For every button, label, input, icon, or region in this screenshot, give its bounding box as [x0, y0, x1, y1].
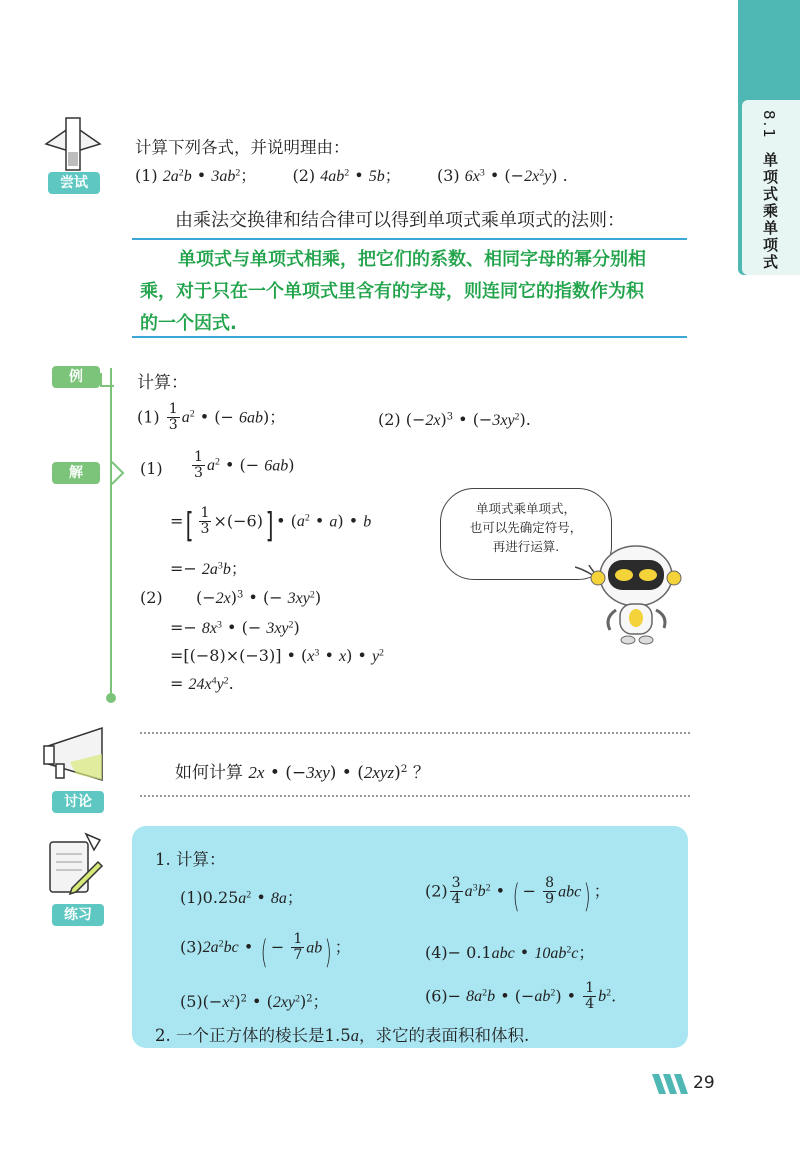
exercise-q2: 2. 一个正方体的棱长是1.5a，求它的表面积和体积.: [155, 1026, 530, 1045]
solution-2-step-3: =[(−8)×(−3)] • ($x^3$ • x) • $y^2$: [170, 646, 384, 665]
solution-1-step-1: $\frac{1}{3}$ $a^2$ • (− 6ab): [194, 449, 295, 482]
rule-line-3: 的一个因式.: [140, 313, 237, 334]
bubble-line-1: 单项式乘单项式，: [475, 501, 576, 516]
example-problem-1: (1) $\frac{1}{3}$ $a^2$ • (− 6ab)；: [137, 401, 286, 434]
example-title: 计算：: [137, 373, 188, 393]
example-tick: [100, 373, 114, 387]
exercise-q1-title: 1. 计算：: [155, 850, 226, 869]
bubble-line-3: 再进行运算.: [492, 539, 560, 554]
page-stripes-icon: [650, 1072, 690, 1096]
try-label: 尝试: [48, 172, 100, 194]
discussion-top-divider: [140, 732, 690, 734]
paper-plane-icon: [42, 112, 104, 176]
exercise-item-1: $(1)0.25a^2$ • 8a；: [180, 888, 303, 907]
solution-1-step-2: =[ $\frac{1}{3}$ ×(−6)] • ($a^2$ • a) • b: [170, 505, 372, 546]
example-label: 例: [52, 366, 100, 388]
section-title: 单项式乘单项式: [761, 152, 779, 271]
rule-line-1: 单项式与单项式相乘，把它们的系数、相同字母的幂分别相: [178, 249, 646, 270]
exercise-item-6: $(6)- 8a^2b$ • $(-ab^2)$ • $\frac{1}{4}$ $b^2$.: [425, 980, 617, 1013]
solution-arrow-icon: [110, 460, 126, 486]
example-rail: [110, 368, 112, 698]
solution-part-2-label: (2): [140, 588, 163, 607]
solution-part-1-label: (1): [140, 459, 163, 478]
bubble-line-2: 也可以先确定符号，: [469, 520, 583, 535]
notebook-pencil-icon: [42, 832, 104, 902]
discussion-label: 讨论: [52, 791, 104, 813]
discussion-prompt: 如何计算 2x • (−3xy) • $(2xyz)^2$ ？: [175, 763, 430, 783]
rule-line-2: 乘，对于只在一个单项式里含有的字母，则连同它的指数作为积: [140, 281, 644, 302]
solution-2-step-1: $(-2x)^3$ • (− $3xy^2$): [196, 588, 322, 607]
solution-1-result: =− $2a^3b$；: [170, 559, 247, 578]
exercise-label: 练习: [52, 904, 104, 926]
example-problem-2: (2) $(-2x)^3$ • $(-3xy^2)$.: [378, 410, 531, 429]
exercise-item-4: (4)− 0.1abc • $10ab^2c$；: [425, 943, 595, 962]
rule-intro: 由乘法交换律和结合律可以得到单项式乘单项式的法则：: [175, 210, 625, 231]
page-number: 29: [693, 1073, 715, 1093]
exercise-item-3: $(3)2a^2bc$ • ( − $\frac{1}{7}$ ab) ；: [180, 931, 351, 971]
exercise-item-5: $(5)(-x^2)^2$ • $(2xy^2)^2$；: [180, 992, 329, 1011]
solution-label: 解: [52, 462, 100, 484]
section-number: 8.1: [760, 110, 778, 140]
rail-dot: [106, 693, 116, 703]
try-instruction: 计算下列各式，并说明理由：: [135, 138, 350, 157]
exercise-item-2: (2) $\frac{3}{4}$ $a^3b^2$ • ( − $\frac{8}{9}$ abc) ；: [425, 875, 610, 915]
discussion-bottom-divider: [140, 795, 690, 797]
try-problems: (1) $2a^2b$ • $3ab^2$； (2) $4ab^2$ • 5b； (3) $6x^3$ • $(-2x^2y)$ .: [135, 166, 568, 185]
megaphone-icon: [42, 724, 108, 790]
solution-2-result: = $24x^4y^2$.: [170, 674, 234, 693]
solution-2-step-2: =− $8x^3$ • (− $3xy^2$): [170, 618, 300, 637]
robot-mascot-icon: [590, 538, 682, 648]
